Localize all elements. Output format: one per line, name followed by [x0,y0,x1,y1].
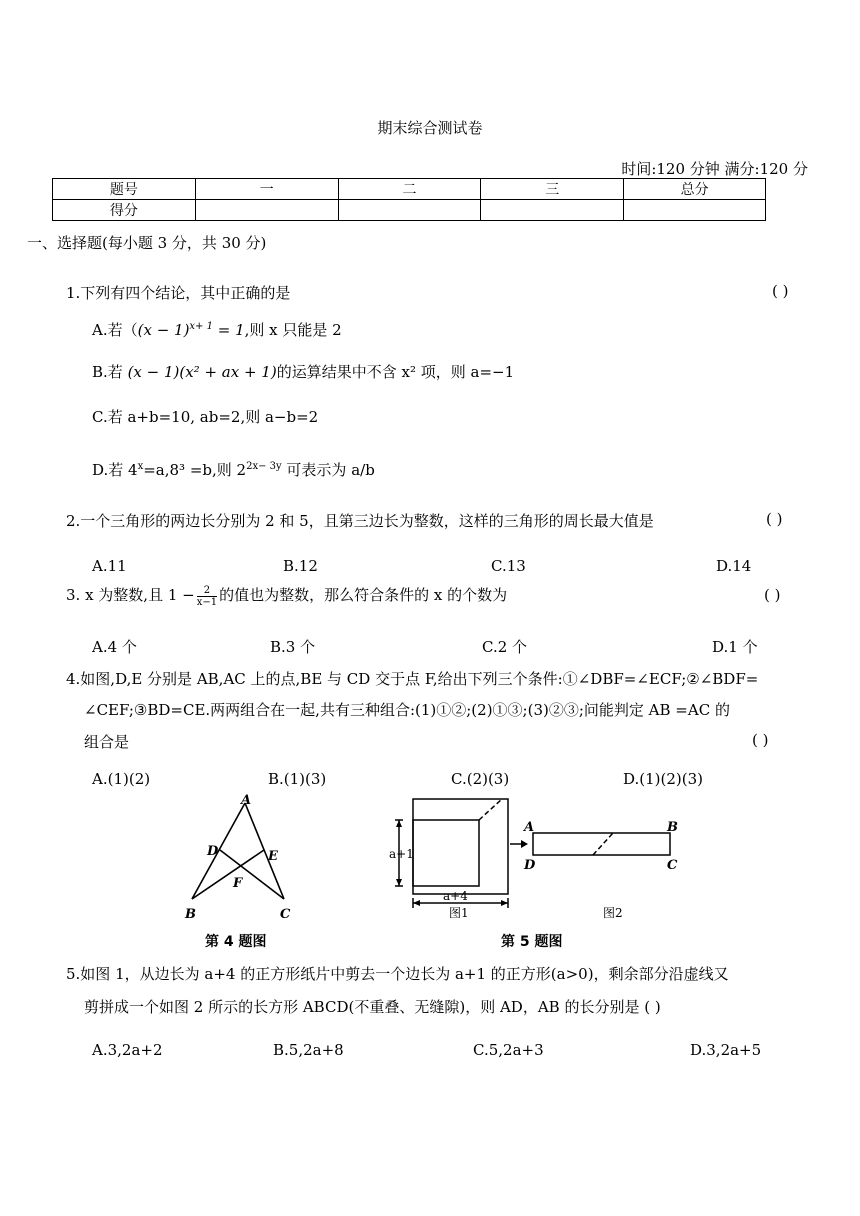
q1-a-exp: x+ 1 [189,321,213,332]
q1-b-math: (x − 1)(x² + ax + 1) [127,363,277,381]
q4-line-2: ∠CEF;③BD=CE.两两组合在一起,共有三种组合:(1)①②;(2)①③;(3)②③;问能判定 AB =AC 的 [84,701,730,719]
q4-answer-paren[interactable]: ( ) [752,731,769,749]
q4-option-d[interactable]: D.(1)(2)(3) [623,770,704,788]
exam-meta: 时间:120 分钟 满分:120 分 [621,160,808,178]
score-header-cell: 二 [338,179,481,200]
q3-fraction [197,585,217,608]
q1-d-prefix: D.若 4 [92,461,138,479]
fig5-left-label: a+1 [389,847,414,861]
q1-d-exp1: x [137,461,144,472]
fig5-rectangle-abcd [533,833,670,855]
fig4-label-e: E [268,849,278,864]
q5-option-c[interactable]: C.5,2a+3 [473,1041,544,1059]
fig5-inner-square [413,820,479,886]
score-header-cell: 题号 [53,179,196,200]
fig5-arrow-head [521,840,528,848]
q1-a-suffix: ,则 x 只能是 2 [244,321,342,339]
q4-line-1: 4.如图,D,E 分别是 AB,AC 上的点,BE 与 CD 交于点 F,给出下列三个条件:①∠DBF=∠ECF;②∠BDF= [66,670,759,688]
fig5-cut-line [479,799,502,820]
q2-option-c[interactable]: C.13 [491,557,526,575]
q1-d-suffix: 可表示为 a/b [281,461,375,479]
q3-answer-paren[interactable]: ( ) [764,586,781,604]
q1-a-prefix: A.若（ [92,321,138,339]
q1-b-prefix: B.若 [92,363,128,381]
q1-a-eq: = 1 [212,321,245,339]
fig4-label-c: C [280,907,291,922]
fig5-label-d: D [524,858,536,873]
q1-option-d[interactable] [92,459,375,480]
q4-line-3: 组合是 [84,733,130,751]
q2-answer-paren[interactable]: ( ) [766,510,783,528]
fig5-fig1-caption: 图1 [449,906,469,920]
fig4-label-d: D [207,844,219,859]
score-header-cell: 一 [195,179,338,200]
fig5-outer-square [413,799,508,894]
fig4-label-b: B [185,907,196,922]
q3-stem-prefix: 3. x 为整数,且 1 − [66,586,195,604]
q3-stem-suffix: 的值也为整数，那么符合条件的 x 的个数为 [219,586,508,604]
score-row-label: 得分 [53,200,196,221]
q1-answer-paren[interactable]: ( ) [772,282,789,300]
score-cell[interactable] [481,200,624,221]
fig5-bottom-label: a+4 [443,889,468,903]
page-title: 期末综合测试卷 [377,119,483,137]
q1-a-math: (x − 1) [137,321,190,339]
q5-option-b[interactable]: B.5,2a+8 [273,1041,344,1059]
q3-option-a[interactable]: A.4 个 [92,638,137,656]
score-table-header-row [53,179,766,200]
q1-option-b[interactable] [92,361,514,382]
fig5-square-diagram [385,793,690,923]
q5-option-d[interactable]: D.3,2a+5 [690,1041,762,1059]
fig5-label-a: A [524,820,535,835]
fig5-label-c: C [667,858,678,873]
fig5-fig2-caption: 图2 [603,906,623,920]
fig5-rect-cut-line [593,833,613,855]
q1-d-exp2: 2x− 3y [246,461,282,472]
q5-line-1: 5.如图 1，从边长为 a+4 的正方形纸片中剪去一个边长为 a+1 的正方形(a>0)，剩余部分沿虚线又 [66,965,729,983]
q1-d-mid: =a,8³ =b,则 2 [143,461,247,479]
fig5-caption: 第 5 题图 [501,934,563,950]
score-table-row [53,200,766,221]
q5-line-2[interactable]: 剪拼成一个如图 2 所示的长方形 ABCD(不重叠、无缝隙)，则 AD，AB 的长分别是 ( ) [84,998,661,1016]
score-cell[interactable] [624,200,766,221]
fig4-label-f: F [233,876,243,891]
score-header-cell: 三 [481,179,624,200]
q1-b-suffix: 的运算结果中不含 x² 项，则 a=−1 [276,363,515,381]
q3-frac-numerator: 2 [197,585,217,597]
q3-option-c[interactable]: C.2 个 [482,638,528,656]
q3-frac-denominator: x−1 [196,596,218,608]
q4-option-b[interactable]: B.(1)(3) [268,770,327,788]
q2-stem: 2.一个三角形的两边长分别为 2 和 5，且第三边长为整数，这样的三角形的周长最大值是 [66,512,654,530]
q1-option-c[interactable]: C.若 a+b=10, ab=2,则 a−b=2 [92,408,319,426]
fig5-label-b: B [667,820,678,835]
q3-option-d[interactable]: D.1 个 [712,638,758,656]
q1-option-a[interactable] [92,319,342,340]
q1-stem: 1.下列有四个结论，其中正确的是 [66,284,291,302]
fig4-label-a: A [241,793,252,808]
score-cell[interactable] [195,200,338,221]
fig4-triangle-diagram [180,793,300,923]
fig4-caption: 第 4 题图 [205,934,267,950]
q5-option-a[interactable]: A.3,2a+2 [92,1041,163,1059]
score-table [52,178,766,221]
q2-option-b[interactable]: B.12 [283,557,318,575]
q2-option-d[interactable]: D.14 [716,557,752,575]
q3-option-b[interactable]: B.3 个 [270,638,316,656]
section-title: 一、选择题(每小题 3 分，共 30 分) [27,234,267,252]
q4-option-a[interactable]: A.(1)(2) [92,770,151,788]
score-header-cell: 总分 [624,179,766,200]
q3-stem [66,584,507,608]
score-cell[interactable] [338,200,481,221]
q4-option-c[interactable]: C.(2)(3) [451,770,510,788]
q2-option-a[interactable]: A.11 [92,557,127,575]
